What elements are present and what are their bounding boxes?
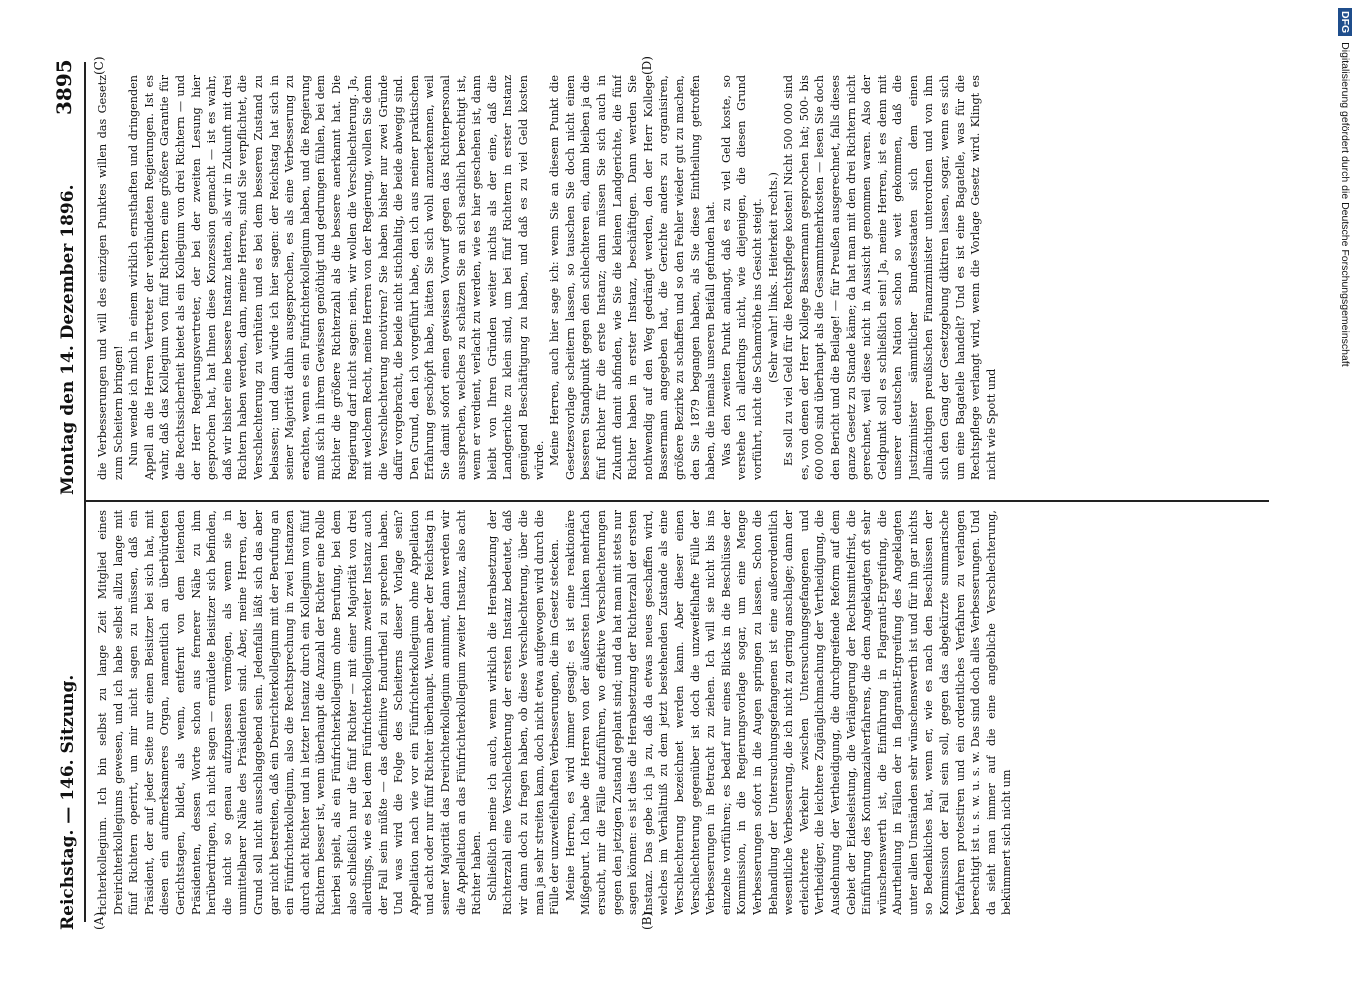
column-divider	[84, 501, 1269, 503]
running-header-session: Reichstag. — 146. Sitzung.	[58, 674, 78, 930]
margin-marker-b: (B)	[640, 911, 654, 930]
margin-marker-c: (C)	[92, 56, 106, 75]
page-number: 3895	[52, 59, 76, 115]
paragraph: Meine Herren, auch hier sage ich: wenn Sie an diesem Punkt die Gesetzesvorlage scheitern lassen, so tauschen Sie doch nicht einen besseren Standpunkt gegen den schlechteren ein, dann bleiben ja die fünf Richter für die erste Instanz; dann müssen Sie sich auch in Zukunft damit abfinden, wie Sie die kleinen Landgerichte, die fünf Richter haben in erster Instanz, beschäftigen. Dann werden Sie nothwendig auf den Weg gedrängt werden, den der Herr Kollege Bassermann angegeben hat, die Gerichte anders zu organisiren, größere Bezirke zu schaffen und so den Fehler wieder gut zu machen, den Sie 1879 begangen haben, als Sie diese Eintheilung getroffen haben, die niemals unseren Beifall gefunden hat.	[548, 75, 718, 480]
digitization-note: Digitalisierung gefördert durch die Deutsche Forschungsgemeinschaft	[1339, 42, 1351, 367]
paragraph: (Sehr wahr! links. Heiterkeit rechts.)	[766, 172, 780, 383]
margin-marker-a: (A)	[92, 911, 106, 930]
paragraph: Was den zweiten Punkt anlangt, daß es zu viel Geld koste, so verstehe ich allerdings nicht, wie diejenigen, die diesen Grund vorführt, nicht die Schamröthe ins Gesicht steigt.	[719, 75, 764, 480]
paragraph: Es soll zu viel Geld für die Rechtspflege kosten! Nicht 500 000 sind es, von denen der Herr Kollege Bassermann gesprochen hat; 500- bis 600 000 sind überhaupt als die Gesammtmehrkosten — lesen Sie doch den Bericht und die Beilage! — für Preußen ausgerechnet, falls dieses ganze Gesetz zu Stande käme; da hat man mit den drei Richtern nicht gerechnet, weil diese nicht in Aussicht genommen waren. Also der Geldpunkt soll es schließlich sein! Ja, meine Herren, ist es denn mit unserer deutschen Nation schon so weit gekommen, daß die Justizminister sämmtlicher Bundesstaaten sich dem einen allmächtigen preußischen Finanzminister unterordnen und von ihm sich den Gang der Gesetzgebung diktiren lassen, sogar, wenn es sich um eine Bagatelle handelt? Und es ist eine Bagatelle, was für die Rechtspflege verlangt wird, wenn die Vorlage Gesetz wird. Klingt es nicht wie Spott und	[782, 75, 998, 480]
paragraph: Nun wende ich mich in einem wirklich ernsthaften und dringenden Appell an die Herren Vertreter der verbündeten Regierungen. Ist es wahr, daß das Kollegium von fünf Richtern eine größere Garantie für die Rechtssicherheit bietet als ein Kollegium von drei Richtern — und der Herr Regierungsvertreter, der bei der zweiten Lesung hier gesprochen hat, hat Ihnen diese Konzession gemacht — ist es wahr, daß wir bisher eine bessere Instanz hatten, als wir in Zukunft mit drei Richtern haben werden, dann, meine Herren, sind Sie verpflichtet, die Verschlechterung zu verhüten und es bei dem besseren Zustand zu belassen; und dann würde ich hier sagen: der Reichstag hat sich in seiner Majorität dahin ausgesprochen, es als eine Verbesserung zu erachten, wenn es ein Fünfrichterkollegium haben, und die Regierung muß sich in ihrem Gewissen genöthigt und gedrungen fühlen, bei dem Richter die größere Richterzahl als die bessere anerkannt hat. Die Regierung darf nicht sagen: nein, wir wollen die Verschlechterung. Ja, mit welchem Recht, meine Herren von der Regierung, wollen Sie denn die Verschlechterung motiviren? Sie haben bisher nur zwei Gründe dafür vorgebracht, die beide nicht stichhaltig, die beide abwegig sind. Den Grund, den ich vorgeführt habe, den ich aus meiner praktischen Erfahrung geschöpft habe, hätten Sie sich wohl anzuerkennen, weil Sie damit sofort einen gewissen Vorwurf gegen das Richterpersonal aussprechen, welches zu schätzen Sie an sich sachlich berechtigt ist, wenn er verdient, verlacht zu werden, wie es hier geschehen ist, dann bleibt von Ihren Gründen weiter nichts als der eine, daß die Landgerichte zu klein sind, um bei fünf Richtern in erster Instanz genügend Beschäftigung zu haben, und daß es zu viel Geld kosten würde.	[127, 75, 546, 480]
margin-marker-d: (D)	[640, 56, 654, 75]
left-text-column	[95, 510, 1265, 915]
paragraph: die Verbesserungen und will des einzigen Punktes willen das Gesetz zum Scheitern bringen!	[96, 75, 125, 480]
digitization-credit	[1338, 8, 1352, 988]
right-text-column	[95, 75, 1265, 480]
paragraph: Meine Herren, es wird immer gesagt: es ist eine reaktionäre Mißgeburt. Ich habe die Herren von der äußersten Linken mehrfach ersucht, mir die Fälle aufzuführen, wo effektive Verschlechterungen gegen den jetzigen Zustand geplant sind; und da hat man mit stets nur sagen können: es ist dies die Herabsetzung der Richterzahl der ersten Instanz. Das gebe ich ja zu, daß da etwas neues geschaffen wird, welches im Verhältniß zu dem jetzt bestehenden Zustande als eine Verschlechterung bezeichnet werden kann. Aber dieser einen Verschlechterung gegenüber ist doch die unzweifelhafte Fülle der Verbesserungen in Betracht zu ziehen. Ich will sie nicht bis ins einzelne vorführen; es bedarf nur eines Blicks in die Beschlüsse der Kommission, in die Regierungsvorlage sogar, um eine Menge Verbesserungen sofort in die Augen springen zu lassen. Schon die Behandlung der Untersuchungsgefangenen ist eine außerordentlich wesentliche Verbesserung, die ich nicht zu gering anschlage; dann der erleichterte Verkehr zwischen Untersuchungsgefangenen und Vertheidiger, die leichtere Zugänglichmachung der Vertheidigung, die Ausdehnung der Vertheidigung, die durchgreifende Reform auf dem Gebiet der Eidesleistung, die Verlängerung der Rechtsmittelfrist, die Einführung des Kontumazialverfahrens, die dem Angeklagten oft sehr wünschenswerth ist, die Einführung in Flagranti-Ergreifung, die Aburtheilung in Fällen der in flagranti-Ergreifung des Angeklagten unter allen Umständen sehr wünschenswerth ist und für ihn gar nichts so Bedenkliches hat, wenn er, wie es nach den Beschlüssen der Kommission der Fall sein soll, gegen das abgekürzte summarische Verfahren protestiren und ein ordentliches Verfahren zu verlangen berechtigt ist u. s. w. u. s. w. Das sind doch alles Verbesserungen. Und da sieht man immer auf die eine angebliche Verschlechterung, bekümmert sich nicht um	[563, 510, 1014, 915]
header-rule	[84, 62, 86, 922]
paragraph: richterkollegium. Ich bin selbst zu lange Zeit Mitglied eines Dreirichterkollegiums gewesen, und ich habe selbst allzu lange mit fünf Richtern operirt, um mir nicht sagen zu müssen, daß ein Präsident, der auf jeder Seite nur einen Beisitzer bei sich hat, mit diesen ein aufmerksameres Organ, namentlich an überbürdeten Gerichtstagen, bildet, als wenn, entfernt von dem leitenden Präsidenten, dessen Worte schon aus fernerer Nähe zu ihm herüberdringen, ich nicht sagen — ermüdete Beisitzer sich befinden, die nicht so genau aufzupassen vermögen, als wenn sie in unmittelbarer Nähe des Präsidenten sind. Aber, meine Herren, der Grund soll nicht ausschlaggebend sein. Jedenfalls läßt sich das aber gar nicht bestreiten, daß ein Dreirichterkollegium mit der Berufung an ein Fünfrichterkollegium, also die Rechtsprechung in zwei Instanzen durch acht Richter und in letzter Instanz durch ein Kollegium von fünf Richtern besser ist, wenn überhaupt die Anzahl der Richter eine Rolle hierbei spielt, als ein Fünfrichterkollegium ohne Berufung, bei dem also schließlich nur die fünf Richter — mit einer Majorität von drei allerdings, wie es bei dem Fünfrichterkollegium zweiter Instanz auch der Fall sein müßte — das definitive Endurtheil zu sprechen haben. Und was wird die Folge des Scheiterns dieser Vorlage sein? Appellation nach wie vor ein Fünfrichterkollegium ohne Appellation und acht oder nur fünf Richter überhaupt. Wenn aber der Reichstag in seiner Majorität das Dreirichterkollegium annimmt, dann werden wir die Appellation an das Fünfrichterkollegium zweiter Instanz, also acht Richter haben.	[96, 510, 484, 915]
paragraph: Schließlich meine ich auch, wenn wirklich die Herabsetzung der Richterzahl eine Verschlechterung der ersten Instanz bedeutet, daß wir dann doch zu fragen haben, ob diese Verschlechterung, über die man ja sehr streiten kann, doch nicht etwa aufgewogen wird durch die Fülle der unzweifelhaften Verbesserungen, die im Gesetz stecken.	[485, 510, 562, 915]
running-header-date: Montag den 14. Dezember 1896.	[58, 184, 78, 495]
dfg-logo: DFG	[1338, 8, 1352, 36]
